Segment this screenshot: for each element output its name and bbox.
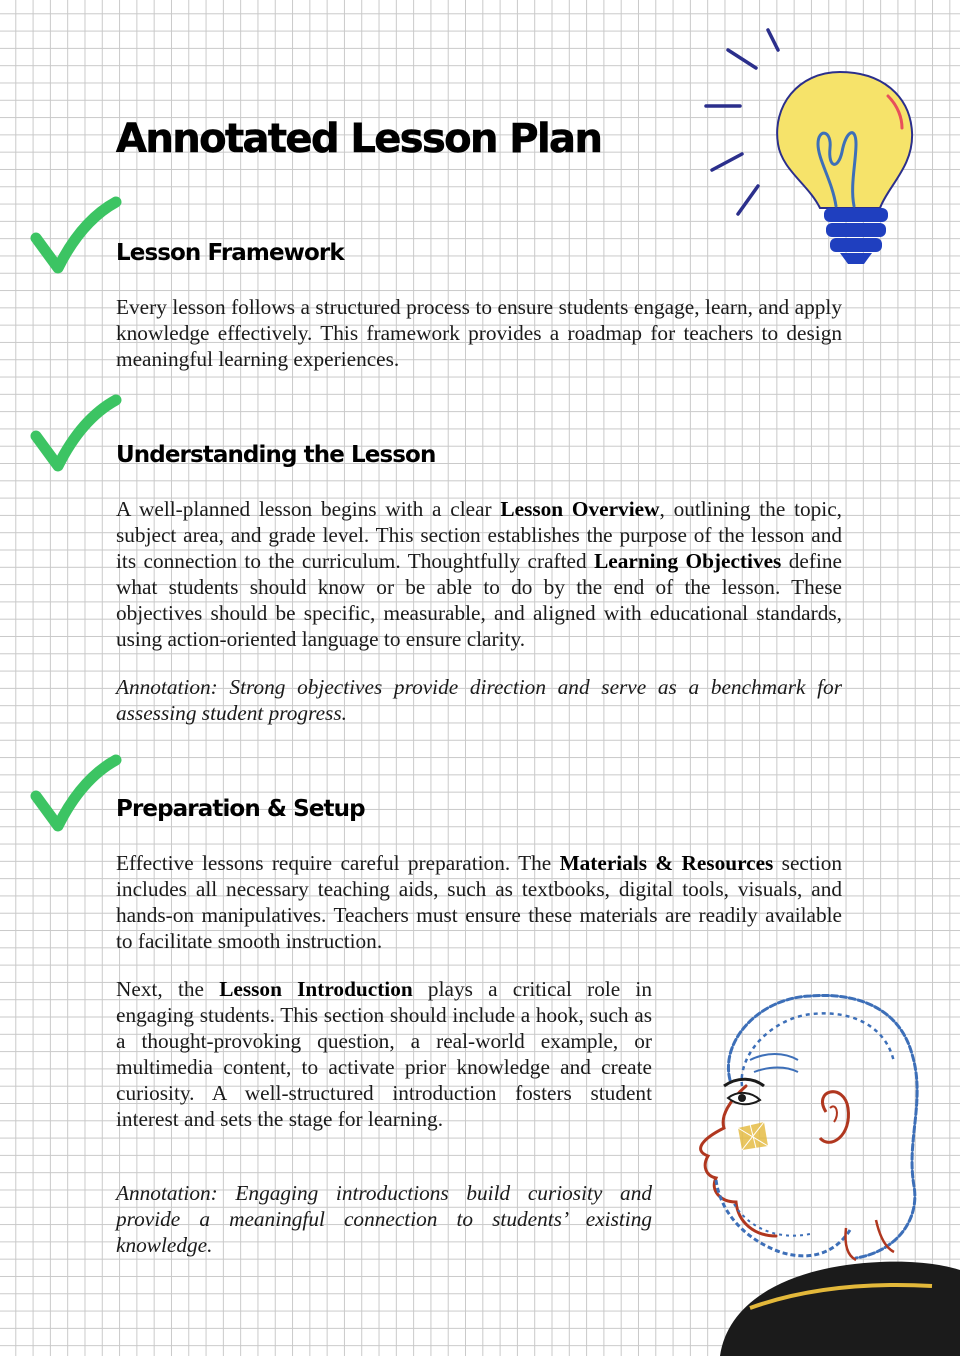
thinking-man-illustration: [680, 990, 960, 1356]
bold-term: Materials & Resources: [559, 851, 774, 875]
section-paragraph: Effective lessons require careful preparation. The Materials & Resources section includes all necessary teaching aids, such as textbooks, digital tools, visuals, and hands-on manipulatives. Teachers must ensure these materials are readily available to facilitate smooth instruction.: [116, 851, 842, 953]
bold-term: Lesson Overview: [500, 497, 660, 521]
annotation-note: Annotation: Engaging introductions build curiosity and provide a meaningful connection to students’ existing knowledge.: [116, 1181, 652, 1257]
page-title: Annotated Lesson Plan: [116, 116, 602, 162]
section-paragraph: A well-planned lesson begins with a clear Lesson Overview, outlining the topic, subject area, and grade level. This section establishes the purpose of the lesson and its connection to the curriculum. Thoughtfully crafted Learning Objectives define what students should know or be able to do by the end of the lesson. These objectives should be specific, measurable, and aligned with educational standards, using action-oriented language to ensure clarity.: [116, 497, 842, 651]
section-paragraph: Next, the Lesson Introduction plays a critical role in engaging students. This section should include a hook, such as a thought-provoking question, a real-world example, or multimedia content, to activate prior knowledge and create curiosity. A well-structured introduction fosters student interest and sets the stage for learning.: [116, 977, 653, 1131]
checkmark-icon: [28, 394, 122, 476]
section-heading: Preparation & Setup: [116, 796, 365, 822]
checkmark-icon: [28, 754, 122, 836]
checkmark-icon: [28, 196, 122, 278]
section-heading: Lesson Framework: [116, 240, 344, 266]
section-paragraph: Every lesson follows a structured process to ensure students engage, learn, and apply knowledge effectively. This framework provides a roadmap for teachers to design meaningful learning experiences.: [116, 295, 842, 371]
bold-term: Lesson Introduction: [219, 977, 413, 1001]
light-bulb-icon: [690, 20, 920, 270]
bold-term: Learning Objectives: [594, 549, 782, 573]
annotation-note: Annotation: Strong objectives provide direction and serve as a benchmark for assessing student progress.: [116, 675, 842, 725]
section-heading: Understanding the Lesson: [116, 442, 436, 468]
